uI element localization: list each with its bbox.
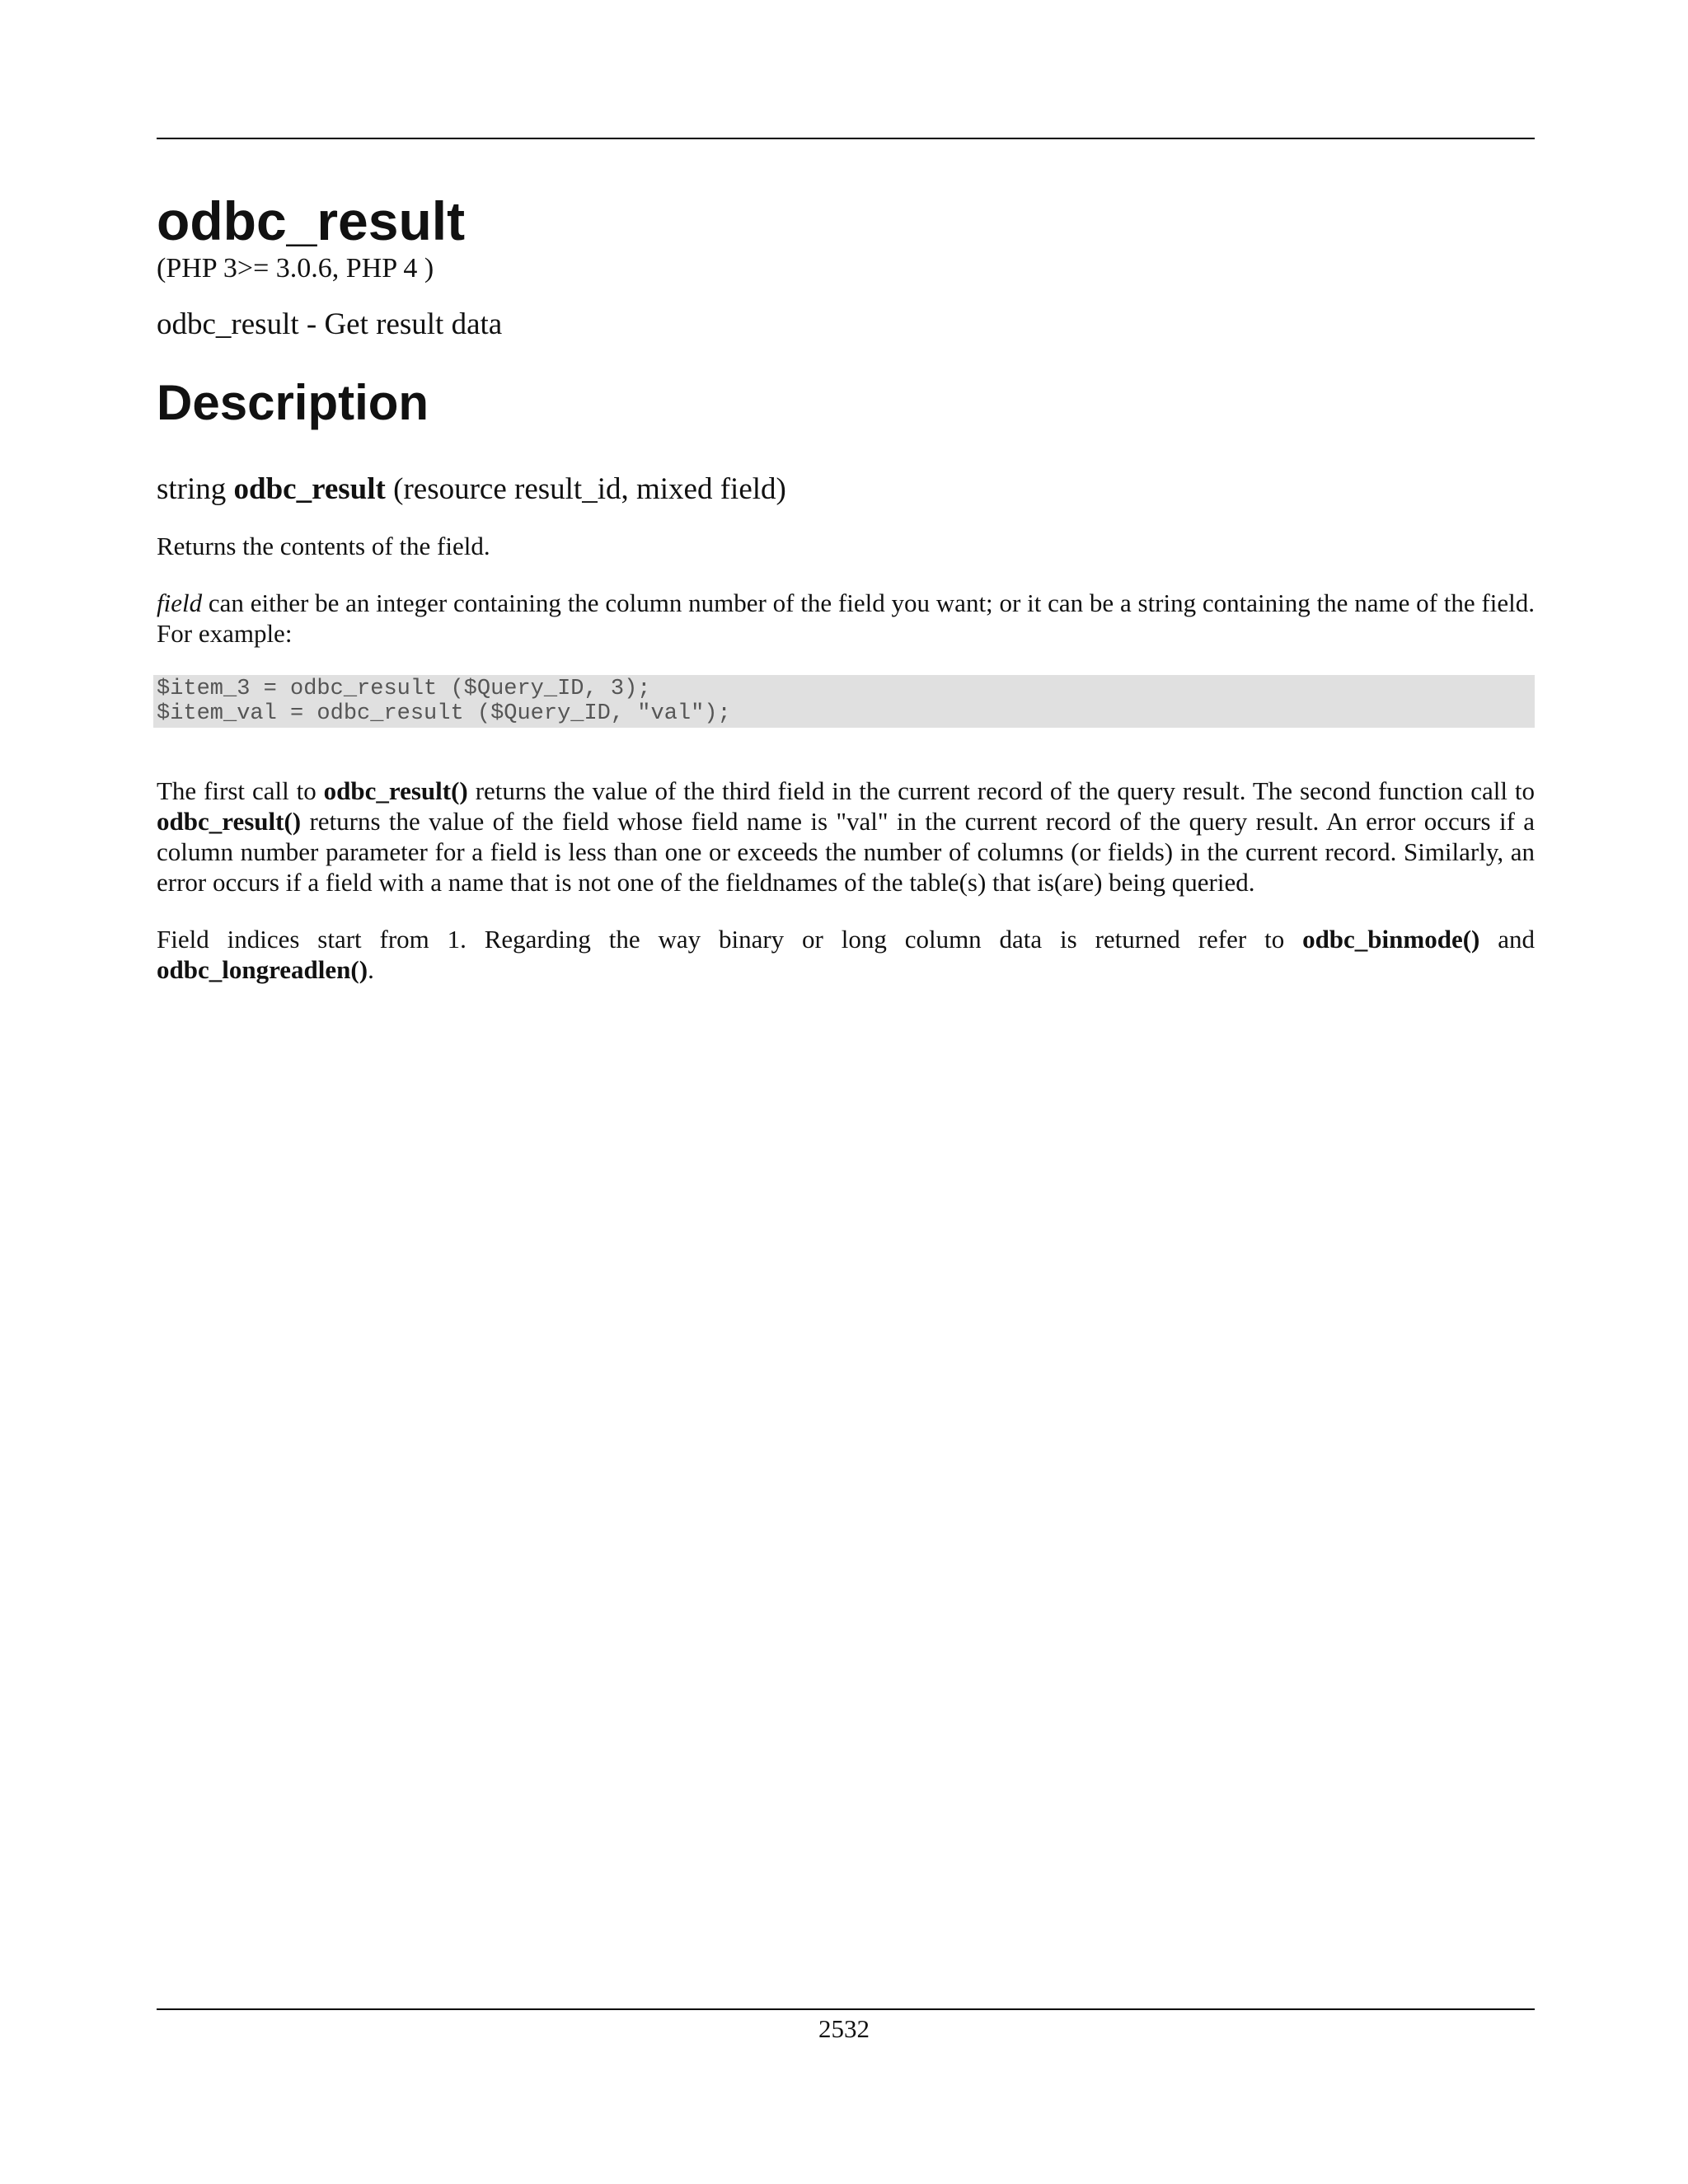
return-type: string	[157, 472, 227, 506]
function-synopsis	[157, 471, 1535, 508]
field-paragraph-text: can either be an integer containing the column number of the field you want; or it can be a string containing the name of the field. For example:	[157, 588, 1535, 648]
param-name: field	[157, 588, 203, 617]
description-heading: Description	[157, 375, 429, 430]
indices-paragraph	[157, 924, 1535, 985]
text-segment: Field indices start from 1. Regarding the way binary or long column data is returned refer to	[157, 925, 1285, 954]
page-content	[157, 190, 1535, 1011]
field-paragraph	[157, 588, 1535, 649]
code-example	[153, 675, 1535, 728]
function-ref: odbc_longreadlen()	[157, 955, 368, 984]
text-segment: returns the value of the third field in the current record of the query result. The second function call to	[475, 776, 1535, 805]
code-line: $item_3 = odbc_result ($Query_ID, 3);	[157, 677, 651, 701]
explanation-paragraph	[157, 776, 1535, 898]
text-segment: .	[368, 955, 374, 984]
text-segment: returns the value of the field whose field name is "val" in the current record of the query result. An error occurs if a column number parameter for a field is less than one or exceeds the number of columns (or fields) in the current record. Similarly, an error occurs if a field with a name that is not one of the fieldnames of the table(s) that is(are) being queried.	[157, 807, 1536, 897]
version-info: (PHP 3>= 3.0.6, PHP 4 )	[157, 253, 434, 284]
code-line: $item_val = odbc_result ($Query_ID, "val");	[157, 701, 731, 726]
page-title: odbc_result	[157, 190, 466, 251]
function-purpose: odbc_result - Get result data	[157, 307, 503, 341]
page-number: 2532	[818, 2014, 870, 2043]
returns-paragraph: Returns the contents of the field.	[157, 532, 490, 560]
function-ref: odbc_result()	[157, 807, 302, 836]
function-ref: odbc_result()	[323, 776, 468, 805]
top-rule	[157, 138, 1535, 139]
text-segment: and	[1498, 925, 1536, 954]
function-name: odbc_result	[233, 472, 386, 506]
text-segment: The first call to	[157, 776, 316, 805]
bottom-rule	[157, 2008, 1535, 2010]
function-params: (resource result_id, mixed field)	[393, 472, 786, 506]
function-ref: odbc_binmode()	[1302, 925, 1480, 954]
